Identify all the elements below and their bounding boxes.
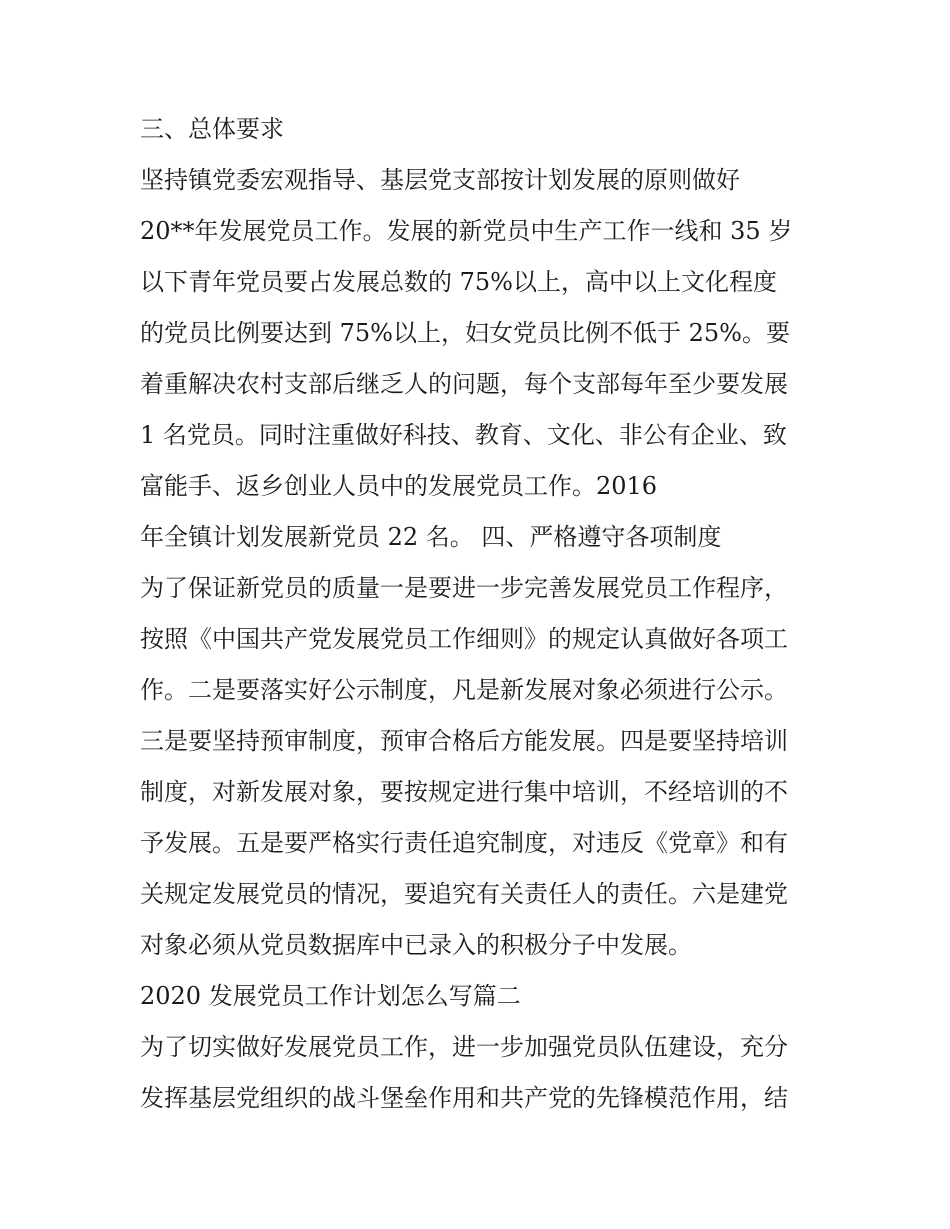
paragraph-line: 制度，对新发展对象，要按规定进行集中培训，不经培训的不: [140, 778, 788, 806]
paragraph-line: 予发展。五是要严格实行责任追究制度，对违反《党章》和有: [140, 829, 788, 857]
paragraph-line: 的党员比例要达到 75%以上，妇女党员比例不低于 25%。要: [140, 319, 790, 347]
paragraph-line: 作。二是要落实好公示制度，凡是新发展对象必须进行公示。: [140, 676, 788, 704]
paragraph-line: 为了保证新党员的质量一是要进一步完善发展党员工作程序，: [140, 574, 788, 602]
paragraph-line: 年全镇计划发展新党员 22 名。 四、严格遵守各项制度: [140, 523, 722, 551]
section-heading-general-requirements: 三、总体要求: [140, 115, 284, 143]
paragraph-line: 按照《中国共产党发展党员工作细则》的规定认真做好各项工: [140, 625, 788, 653]
section-heading-plan-part-two: 2020 发展党员工作计划怎么写篇二: [140, 982, 521, 1010]
paragraph-line: 三是要坚持预审制度，预审合格后方能发展。四是要坚持培训: [140, 727, 788, 755]
paragraph-line: 着重解决农村支部后继乏人的问题，每个支部每年至少要发展: [140, 370, 788, 398]
paragraph-line: 关规定发展党员的情况，要追究有关责任人的责任。六是建党: [140, 880, 788, 908]
paragraph-line: 为了切实做好发展党员工作，进一步加强党员队伍建设，充分: [140, 1033, 788, 1061]
paragraph-line: 坚持镇党委宏观指导、基层党支部按计划发展的原则做好: [140, 166, 740, 194]
paragraph-line: 富能手、返乡创业人员中的发展党员工作。2016: [140, 472, 658, 500]
paragraph-line: 发挥基层党组织的战斗堡垒作用和共产党的先锋模范作用，结: [140, 1084, 788, 1112]
paragraph-line: 以下青年党员要占发展总数的 75%以上，高中以上文化程度: [140, 268, 777, 296]
paragraph-line: 对象必须从党员数据库中已录入的积极分子中发展。: [140, 931, 692, 959]
paragraph-line: 20**年发展党员工作。发展的新党员中生产工作一线和 35 岁: [140, 217, 793, 245]
paragraph-line: 1 名党员。同时注重做好科技、教育、文化、非公有企业、致: [140, 421, 787, 449]
